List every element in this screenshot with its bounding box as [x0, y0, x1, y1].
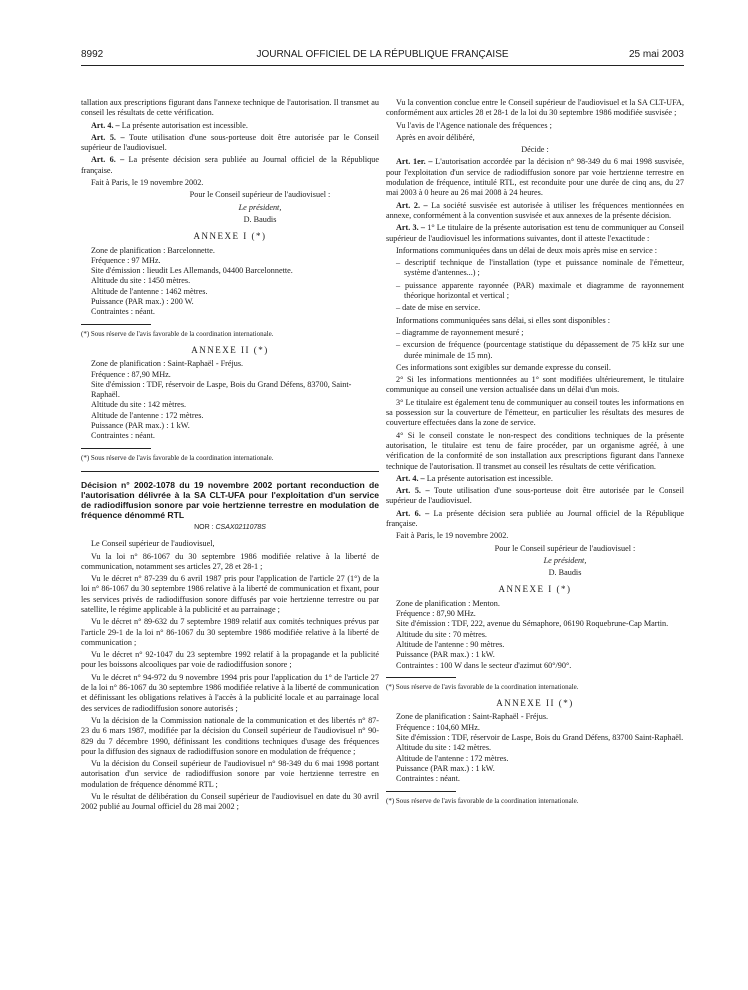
annexe-1-item: Fréquence : 87,90 MHz. [396, 609, 476, 619]
fait-a-paris: Fait à Paris, le 19 novembre 2002. [396, 531, 509, 541]
journal-title: JOURNAL OFFICIEL DE LA RÉPUBLIQUE FRANÇAISE [256, 49, 509, 60]
annexe-1-list [386, 599, 684, 671]
annexe-1-title: ANNEXE I (*) [193, 231, 267, 242]
issue-date: 25 mai 2003 [628, 49, 684, 60]
visa-item: Vu la décision du Conseil supérieur de l'audiovisuel n° 98-349 du 6 mai 1998 portant autorisation d'un service de radiodiffusion sonore par voie hertzienne terrestre en modulation de fréquence dénommé RTL ; [81, 759, 379, 789]
page-number: 8992 [81, 49, 104, 60]
info-item: – puissance apparente rayonnée (PAR) maximale et diagramme de rayonnement théorique horizontal et vertical ; [396, 280, 684, 301]
visa-item: Vu le décret n° 92-1047 du 23 septembre 1992 relatif à la propagande et la publicité pour les boissons alcooliques par voie de radiodiffusion sonore ; [81, 650, 379, 670]
paragraph: 3° Le titulaire est également tenu de communiquer au conseil toutes les informations en sa possession sur la couverture de l'émetteur, en particulier les résultats des mesures de couverture effectuées dans la zone de service. [386, 397, 684, 428]
annexe-2-title: ANNEXE II (*) [191, 344, 269, 355]
article-2: Art. 2. – La société susvisée est autorisée à utiliser les fréquences mentionnées en annexe, conformément à la convention susvisée et aux annexes de la présente décision. [386, 200, 684, 220]
footnote-rule [81, 324, 151, 325]
annexe-2-item: Site d'émission : TDF, réservoir de Laspe, Bois du Grand Défens, 83700 Saint-Raphaël. [396, 733, 684, 743]
annexe-1-item: Site d'émission : lieudit Les Allemands, 04400 Barcelonnette. [91, 266, 293, 276]
right-column [386, 98, 684, 812]
footnote-rule [386, 677, 456, 678]
info-item: – excursion de fréquence (pourcentage statistique du dépassement de 75 kHz sur une durée minimale de 15 mn). [396, 340, 684, 360]
visa-item: Vu le résultat de délibération du Conseil supérieur de l'audiovisuel en date du 30 avril 2002 publié au Journal officiel du 28 mai 2002 ; [81, 792, 379, 812]
left-column [81, 98, 379, 815]
paragraph: 2° Si les informations mentionnées au 1° sont modifiées ultérieurement, le titulaire communique au conseil une version actualisée dans un délai d'un mois. [386, 375, 684, 395]
article-4: Art. 4. – La présente autorisation est incessible. [396, 473, 553, 483]
annexe-2-item: Contraintes : néant. [91, 431, 155, 441]
president-label: Le président, [238, 202, 282, 212]
annexe-2-item: Fréquence : 104,60 MHz. [396, 722, 480, 732]
annexe-2-item: Altitude de l'antenne : 172 mètres. [91, 410, 204, 420]
decide-heading: Décide : [521, 145, 549, 155]
continued-paragraph: tallation aux prescriptions figurant dans l'annexe technique de l'autorisation. Il transmet au conseil les résultats de cette vérification. [81, 98, 379, 118]
paragraph: Ces informations sont exigibles sur demande expresse du conseil. [396, 362, 611, 372]
annexe-1-item: Site d'émission : TDF, 222, avenue du Sémaphore, 06190 Roquebrune-Cap Martin. [396, 619, 669, 629]
article-1: Art. 1er. – L'autorisation accordée par la décision n° 98-349 du 6 mai 1998 susvisée, pour l'exploitation d'un service de radiodiffusion sonore par voie hertzienne terrestre en modulation de fréquence, intitulé RTL, est reconduite pour une durée de cinq ans, du 27 mai 2003 à 0 heure au 26 mai 2008 à 24 heures. [386, 157, 684, 198]
info-item: – date de mise en service. [396, 303, 481, 313]
info-heading: Informations communiquées sans délai, si elles sont disponibles : [396, 315, 610, 325]
section-divider [81, 471, 379, 472]
decision-intro: Le Conseil supérieur de l'audiovisuel, [91, 539, 215, 549]
annexe-1-title: ANNEXE I (*) [498, 584, 572, 595]
annexe-1-item: Puissance (PAR max.) : 200 W. [91, 297, 194, 307]
annexe-1-list [81, 246, 379, 318]
page-header [81, 49, 684, 63]
annexe-1-item: Contraintes : 100 W dans le secteur d'azimut 60°/90°. [396, 660, 572, 670]
annexe-2-item: Altitude du site : 142 mètres. [91, 400, 187, 410]
visa-item: Après en avoir délibéré, [396, 132, 475, 142]
annexe-2-item: Zone de planification : Saint-Raphaël - Fréjus. [396, 712, 549, 722]
annexe-1-item: Altitude du site : 70 mètres. [396, 629, 487, 639]
info-item: – descriptif technique de l'installation (type et puissance nominale de l'émetteur, système d'antennes...) ; [396, 258, 684, 278]
annexe-2-item: Site d'émission : TDF, réservoir de Laspe, Bois du Grand Défens, 83700, Saint-Raphaël. [91, 379, 352, 400]
footnote: (*) Sous réserve de l'avis favorable de la coordination internationale. [81, 329, 274, 338]
annexe-2-list [81, 359, 379, 441]
annexe-1-item: Fréquence : 97 MHz. [91, 255, 161, 265]
signature-line: Pour le Conseil supérieur de l'audiovisuel : [189, 190, 331, 200]
annexe-1-item: Altitude de l'antenne : 90 mètres. [396, 639, 505, 649]
article-6: Art. 6. – La présente décision sera publiée au Journal officiel de la République française. [81, 155, 379, 175]
signature-line: Pour le Conseil supérieur de l'audiovisuel : [494, 543, 636, 553]
signature-name: D. Baudis [243, 214, 277, 224]
annexe-2-item: Puissance (PAR max.) : 1 kW. [91, 421, 190, 431]
article-5: Art. 5. – Toute utilisation d'une sous-porteuse doit être autorisée par le Conseil supérieur de l'audiovisuel. [81, 132, 379, 153]
footnote: (*) Sous réserve de l'avis favorable de la coordination internationale. [386, 796, 579, 805]
paragraph: 4° Si le conseil constate le non-respect des conditions techniques de la présente autorisation, le titulaire est tenu de faire procéder, par un organisme agréé, à une vérification de la conformité de son installation aux prescriptions figurant dans l'annexe technique de l'autorisation. Il transmet au conseil les résultats de cette vérification. [386, 430, 684, 471]
annexe-2-item: Fréquence : 87,90 MHz. [91, 369, 171, 379]
visa-item: Vu la convention conclue entre le Conseil supérieur de l'audiovisuel et la SA CLT-UFA, conformément aux articles 28 et 28-1 de la loi du 30 septembre 1986 modifiée susvisée ; [386, 98, 684, 118]
visa-item: Vu la décision de la Commission nationale de la communication et des libertés n° 87-23 du 6 mars 1987, modifiée par la décision du Conseil supérieur de l'audiovisuel n° 90-829 du 7 décembre 1990, définissant les conditions techniques d'usage des fréquences pour la diffusion des signaux de radiodiffusion sonore en modulation de fréquence ; [81, 715, 379, 756]
header-rule [81, 65, 684, 66]
visa-item: Vu la loi n° 86-1067 du 30 septembre 1986 modifiée relative à la liberté de communication, notamment ses articles 27, 28 et 28-1 ; [81, 551, 379, 571]
decision-title: Décision n° 2002-1078 du 19 novembre 2002 portant reconduction de l'autorisation délivrée à la SA CLT-UFA pour l'exploitation d'un service de radiodiffusion sonore par voie hertzienne terrestre en modulation de fréquence dénommé RTL [81, 479, 379, 520]
annexe-1-item: Altitude du site : 1450 mètres. [91, 276, 191, 286]
annexe-2-item: Altitude du site : 142 mètres. [396, 743, 492, 753]
annexe-2-item: Puissance (PAR max.) : 1 kW. [396, 763, 495, 773]
fait-a-paris: Fait à Paris, le 19 novembre 2002. [91, 178, 204, 188]
visa-item: Vu l'avis de l'Agence nationale des fréquences ; [396, 120, 552, 130]
footnote-rule [81, 448, 151, 449]
info-heading: Informations communiquées dans un délai de deux mois après mise en service : [396, 245, 658, 255]
signature-name: D. Baudis [548, 568, 582, 578]
visa-item: Vu le décret n° 87-239 du 6 avril 1987 pris pour l'application de l'article 27 (1°) de la loi n° 86-1067 du 30 septembre 1986 relative à la liberté de communication et fixant, pour les services privés de radiodiffusion sonore diffusés par voie hertzienne terrestre ou par satellite, le régime applicable à la publicité et au parrainage ; [81, 574, 379, 614]
visa-list [81, 552, 379, 813]
annexe-1-item: Zone de planification : Menton. [396, 598, 500, 608]
president-label: Le président, [543, 555, 587, 565]
article-6: Art. 6. – La présente décision sera publiée au Journal officiel de la République française. [386, 508, 684, 528]
article-5: Art. 5. – Toute utilisation d'une sous-porteuse doit être autorisée par le Conseil supérieur de l'audiovisuel. [386, 486, 684, 506]
footnote: (*) Sous réserve de l'avis favorable de la coordination internationale. [386, 682, 579, 691]
annexe-2-item: Contraintes : néant. [396, 774, 460, 784]
annexe-2-item: Altitude de l'antenne : 172 mètres. [396, 753, 509, 763]
annexe-1-item: Contraintes : néant. [91, 307, 155, 317]
visa-item: Vu le décret n° 94-972 du 9 novembre 1994 pris pour l'application du 1° de l'article 27 de la loi n° 86-1067 du 30 septembre 1986 modifiée relative à la liberté de communication et définissant les obligations relatives à l'accès à la publicité locale et au parrainage local des services de radiodiffusion sonore autorisés ; [81, 672, 379, 713]
annexe-1-item: Altitude de l'antenne : 1462 mètres. [91, 286, 208, 296]
footnote: (*) Sous réserve de l'avis favorable de la coordination internationale. [81, 453, 274, 462]
info-item: – diagramme de rayonnement mesuré ; [396, 327, 524, 337]
visa-item: Vu le décret n° 89-632 du 7 septembre 1989 relatif aux comités techniques prévus par l'article 29-1 de la loi n° 86-1067 du 30 septembre 1986 modifiée relative à la liberté de communication ; [81, 617, 379, 647]
nor-reference: NOR : CSAX0211078S [194, 523, 266, 531]
annexe-2-title: ANNEXE II (*) [496, 698, 574, 709]
article-3: Art. 3. – 1° Le titulaire de la présente autorisation est tenu de communiquer au Conseil supérieur de l'audiovisuel les informations suivantes, dont il atteste l'exactitude : [386, 223, 684, 243]
article-4: Art. 4. – La présente autorisation est incessible. [91, 120, 248, 130]
footnote-rule [386, 791, 456, 792]
annexe-2-list [386, 712, 684, 784]
annexe-2-item: Zone de planification : Saint-Raphaël - Fréjus. [91, 359, 244, 369]
annexe-1-item: Puissance (PAR max.) : 1 kW. [396, 650, 495, 660]
annexe-1-item: Zone de planification : Barcelonnette. [91, 245, 215, 255]
